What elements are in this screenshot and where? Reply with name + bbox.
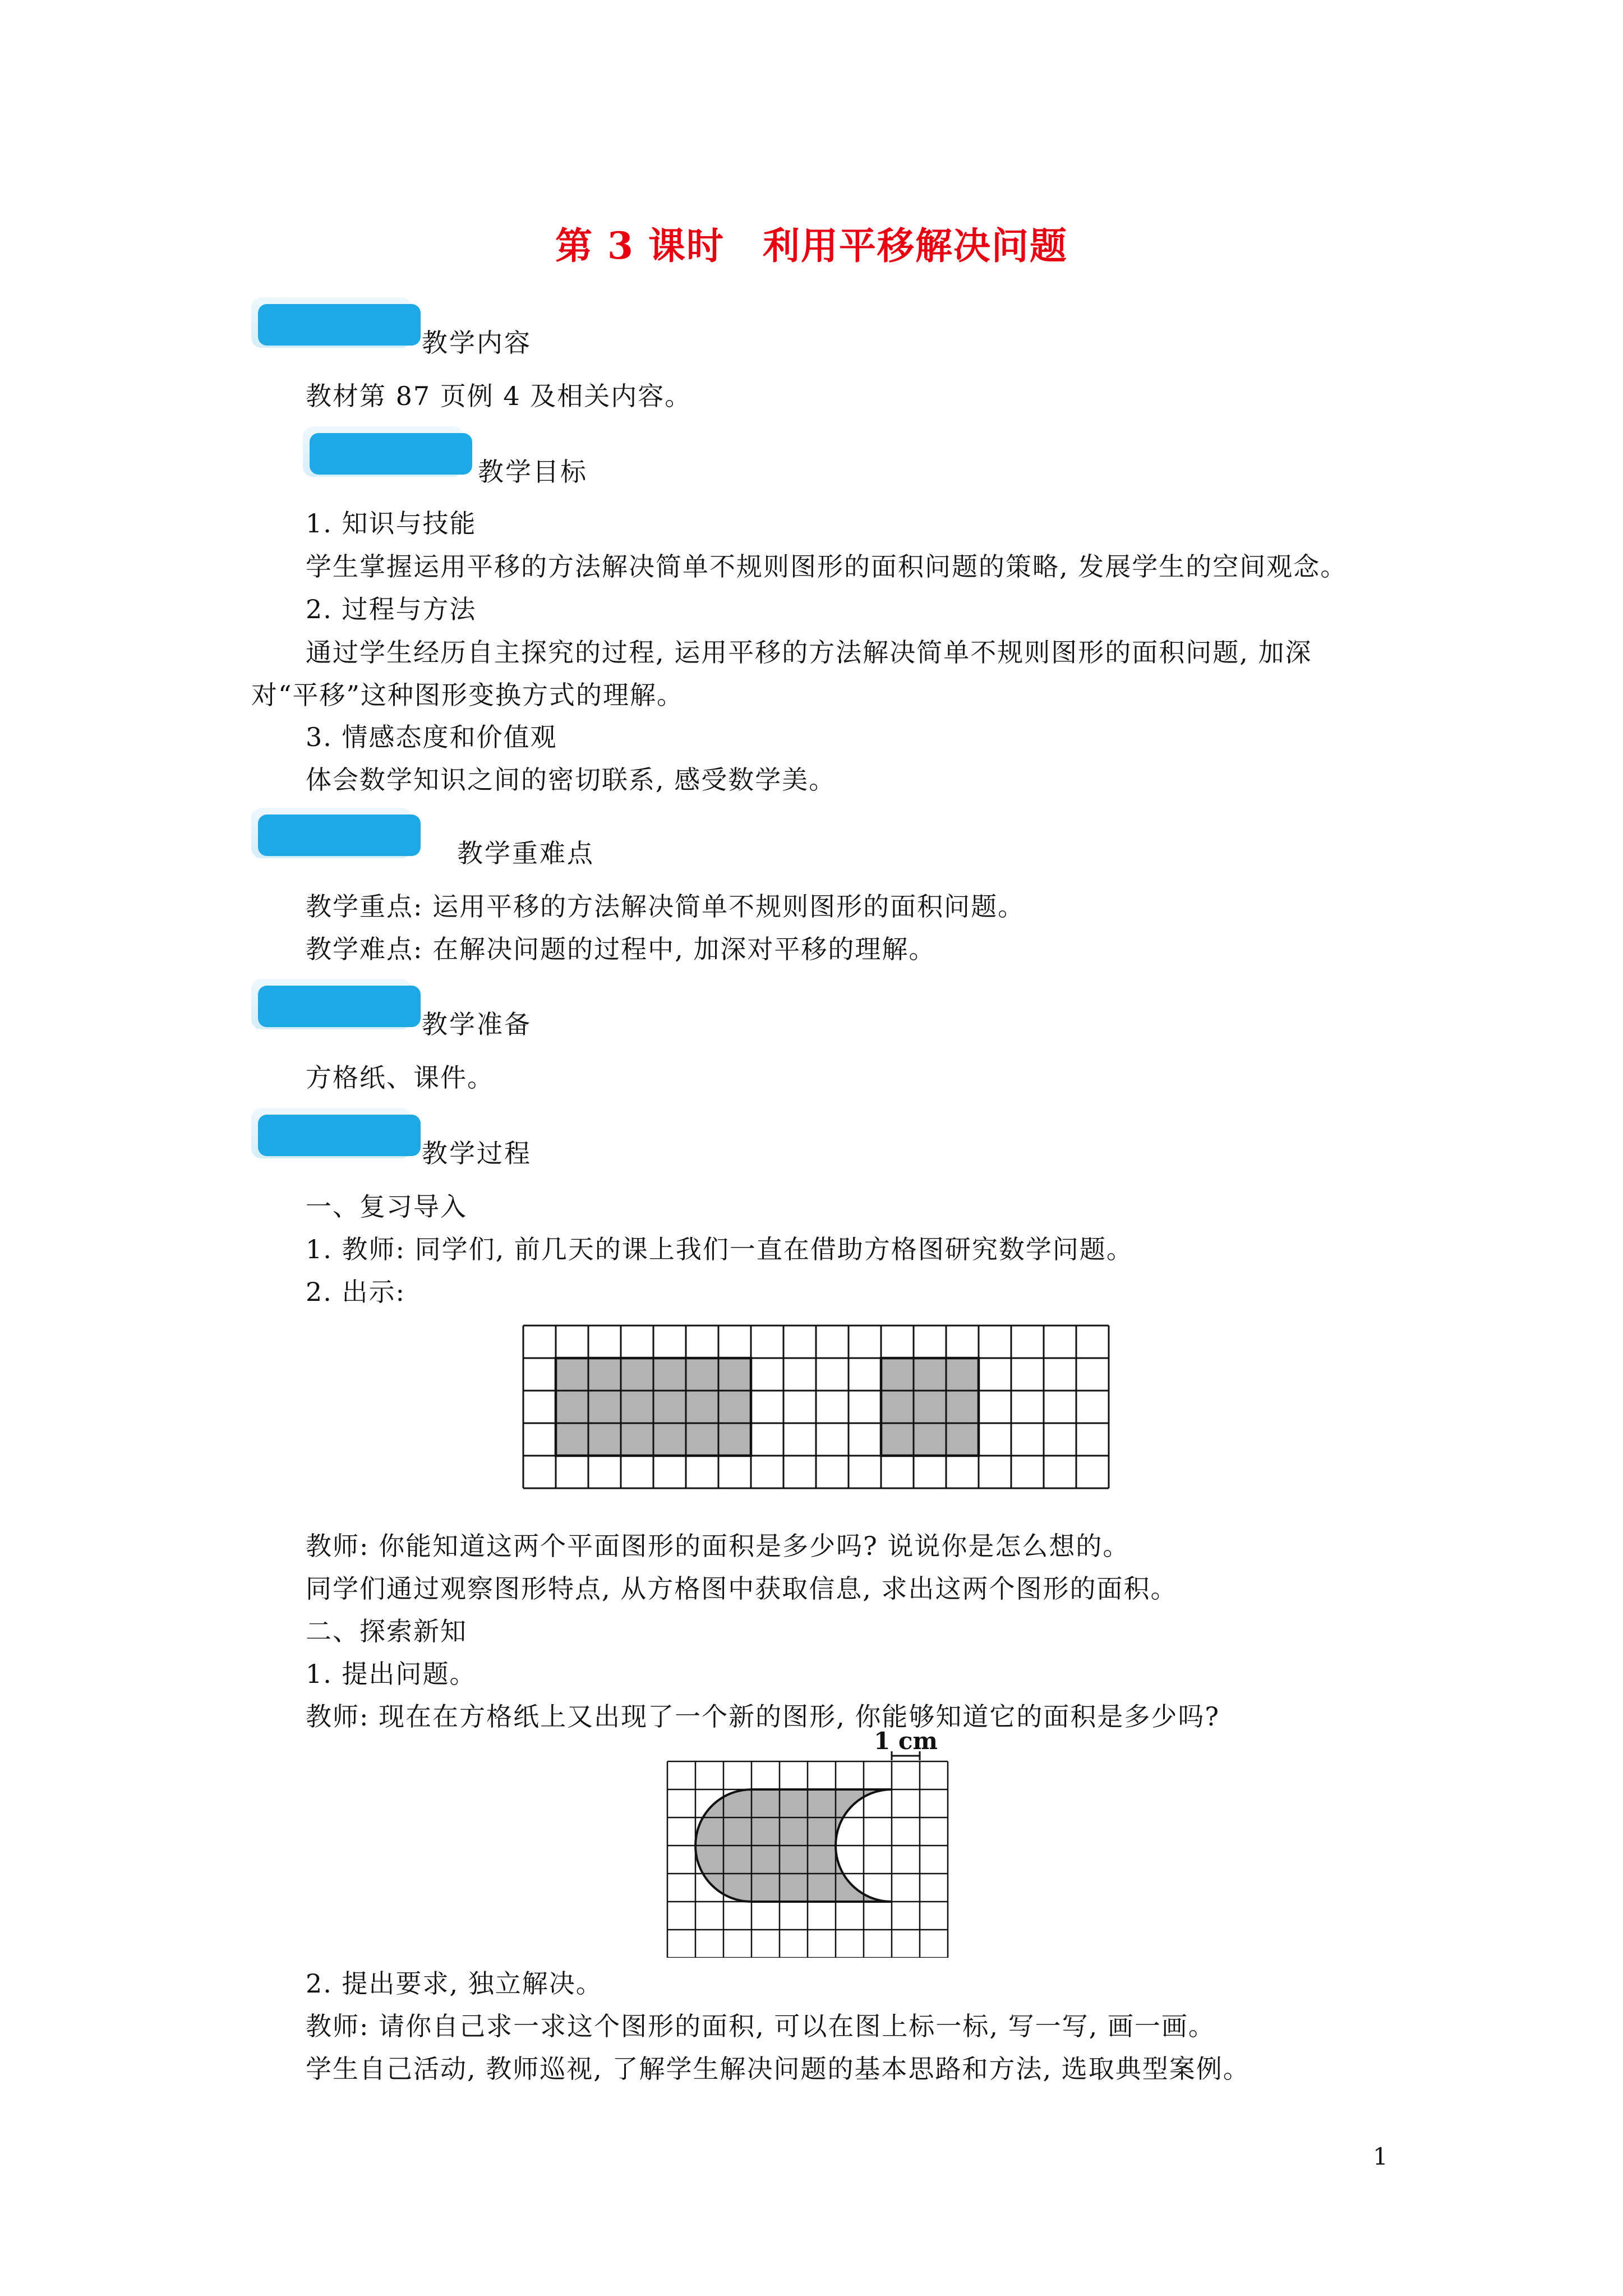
key-difficulty: 教学难点: 在解决问题的过程中, 加深对平移的理解。 [306,934,936,964]
section-tag-key [251,808,419,864]
section-tag-content [251,297,419,353]
goal-3-text: 体会数学知识之间的密切联系, 感受数学美。 [306,765,836,795]
process-2-requirement: 教师: 请你自己求一求这个图形的面积, 可以在图上标一标, 写一写, 画一画。 [306,2011,1215,2041]
section-heading-prep: 教学准备 [422,1009,532,1039]
section-tag-goals [303,426,471,482]
process-1-question: 教师: 你能知道这两个平面图形的面积是多少吗? 说说你是怎么想的。 [306,1531,1130,1561]
goal-1-title: 1. 知识与技能 [306,508,477,539]
section-heading-process: 教学过程 [422,1138,532,1168]
section-tag-process [251,1108,419,1164]
process-heading-1: 一、复习导入 [306,1191,467,1222]
process-2-question: 教师: 现在在方格纸上又出现了一个新的图形, 你能够知道它的面积是多少吗? [306,1701,1220,1732]
process-1-1: 1. 教师: 同学们, 前几天的课上我们一直在借助方格图研究数学问题。 [306,1234,1133,1264]
grid-figure-curved-shape [656,1728,981,1958]
rectangle-square [881,1358,979,1456]
goal-3-title: 3. 情感态度和价值观 [306,722,557,752]
page-title: 第 3 课时 利用平移解决问题 [555,224,1068,268]
process-2-1: 1. 提出问题。 [306,1659,477,1689]
prep-text: 方格纸、课件。 [306,1062,494,1093]
process-1-2: 2. 出示: [306,1277,406,1307]
page-number: 1 [1373,2143,1388,2170]
process-2-activity: 学生自己活动, 教师巡视, 了解学生解决问题的基本思路和方法, 选取典型案例。 [306,2054,1250,2084]
section-heading-goals: 教学目标 [478,457,588,487]
grid-figure-rectangles [522,1324,1110,1492]
key-point: 教学重点: 运用平移的方法解决简单不规则图形的面积问题。 [306,891,1025,922]
goal-1-text: 学生掌握运用平移的方法解决简单不规则图形的面积问题的策略, 发展学生的空间观念。 [306,551,1348,582]
section-heading-key: 教学重难点 [457,838,594,868]
section-tag-prep [251,979,419,1035]
section-heading-content: 教学内容 [422,328,532,358]
process-heading-2: 二、探索新知 [306,1616,467,1646]
goal-2-text-b: 对“平移”这种图形变换方式的理解。 [251,680,684,710]
goal-2-text-a: 通过学生经历自主探究的过程, 运用平移的方法解决简单不规则图形的面积问题, 加深 [306,637,1312,668]
unit-label: 1 cm [874,1728,938,1755]
process-1-answer: 同学们通过观察图形特点, 从方格图中获取信息, 求出这两个图形的面积。 [306,1573,1178,1604]
content-text: 教材第 87 页例 4 及相关内容。 [306,381,692,411]
goal-2-title: 2. 过程与方法 [306,594,477,624]
process-2-2: 2. 提出要求, 独立解决。 [306,1968,603,1999]
